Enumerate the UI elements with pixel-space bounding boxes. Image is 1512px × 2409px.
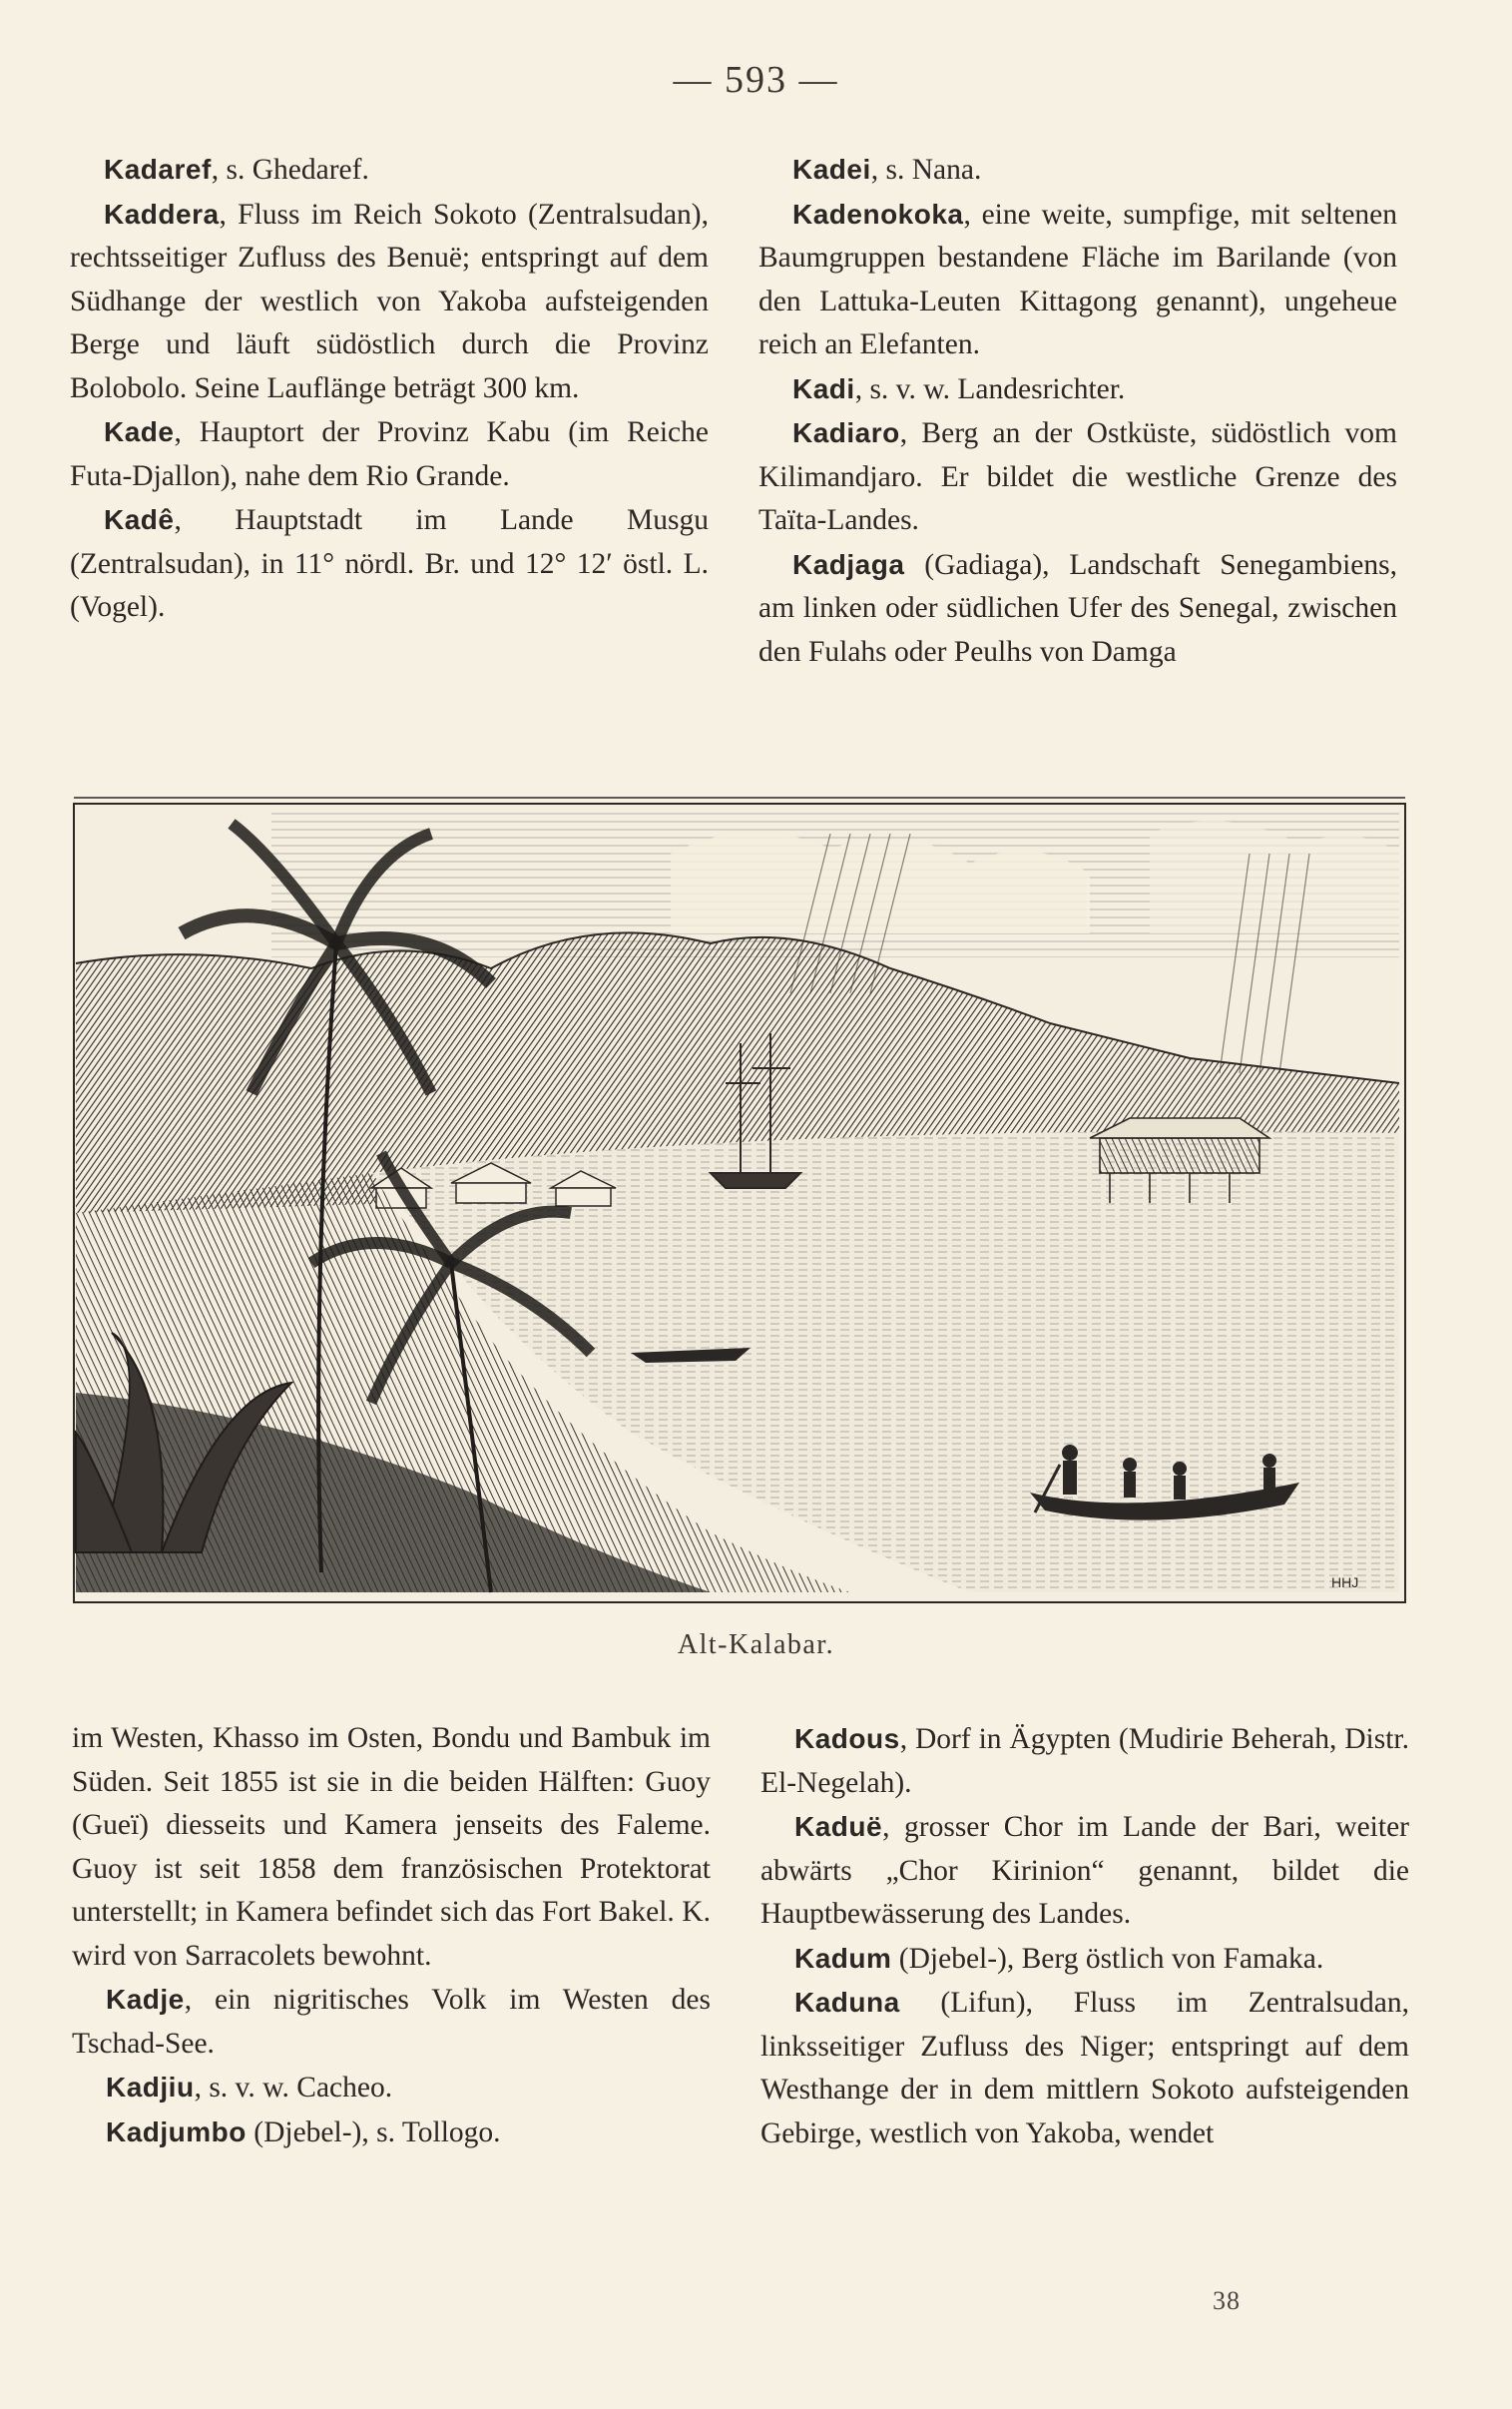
entry-kaduna (760, 1981, 1409, 2155)
headword: Kadous (794, 1723, 900, 1754)
entry-text: , Hauptort der Provinz Kabu (im Reiche Futa-Djallon), nahe dem Rio Grande. (70, 416, 709, 492)
column-top-left (70, 148, 709, 630)
entry-text: , grosser Chor im Lande der Bari, weiter abwärts „Chor Kirinion“ genannt, bildet die Hauptbewässerung des Landes. (760, 1811, 1409, 1930)
page-number: — 593 — (673, 59, 839, 101)
entry-text: , Hauptstadt im Lande Musgu (Zentralsudan), in 11° nördl. Br. und 12° 12′ östl. L. (Vogel). (70, 504, 709, 623)
entry-kadaref (70, 148, 709, 193)
headword: Kadjumbo (106, 2115, 247, 2147)
entry-kadjumbo (72, 2110, 711, 2155)
entry-kadje (72, 1978, 711, 2066)
column-bottom-left (72, 1717, 711, 2154)
headword: Kadjiu (106, 2072, 195, 2103)
entry-text: (Lifun), Fluss im Zentralsudan, linksseitiger Zufluss des Niger; entspringt auf dem Westhange der in dem mittlern Sokoto aufsteigenden Gebirge, westlich von Yakoba, wendet (760, 1987, 1409, 2149)
entry-kadjaga (758, 543, 1397, 675)
entry-kaddera (70, 193, 709, 411)
entry-kadjiu (72, 2066, 711, 2110)
entry-kadjaga-continued: im Westen, Khasso im Osten, Bondu und Bambuk im Süden. Seit 1855 ist sie in die beiden Hälften: Guoy (Gueï) diesseits und Kamera jenseits des Faleme. Guoy ist seit 1858 dem französischen Protektorat unterstellt; in Kamera befindet sich das Fort Bakel. K. wird von Sarracolets bewohnt. (72, 1722, 711, 1972)
artist-signature: HHJ (1331, 1574, 1359, 1590)
headword: Kaddera (104, 198, 220, 230)
entry-text: (Djebel-), Berg östlich von Famaka. (891, 1942, 1324, 1975)
headword: Kadê (104, 504, 175, 535)
column-bottom-right (760, 1717, 1409, 2155)
entry-text: , s. Ghedaref. (211, 154, 369, 186)
headword: Kadje (106, 1984, 185, 2015)
headword: Kadaref (104, 154, 212, 185)
entry-text: , ein nigritisches Volk im Westen des Tschad-See. (72, 1984, 711, 2060)
headword: Kaduna (794, 1987, 900, 2018)
headword: Kade (104, 416, 175, 447)
engraving-alt-kalabar (72, 794, 1409, 1607)
headword: Kadiaro (792, 417, 900, 448)
entry-kadum (760, 1937, 1409, 1982)
entry-kadous (760, 1717, 1409, 1805)
headword: Kadenokoka (792, 198, 964, 230)
entry-text: , Berg an der Ostküste, südöstlich vom Kilimandjaro. Er bildet die westliche Grenze des Taïta-Landes. (758, 417, 1397, 536)
headword: Kadi (792, 372, 855, 404)
headword: Kaduë (794, 1811, 883, 1842)
figure-caption: Alt-Kalabar. (677, 1629, 835, 1660)
entry-text: , eine weite, sumpfige, mit seltenen Baumgruppen bestandene Fläche im Barilande (von den Lattuka-Leuten Kittagong genannt), ungeheue reich an Elefanten. (758, 198, 1397, 360)
entry-text: , s. v. w. Cacheo. (194, 2072, 393, 2104)
entry-text: , s. v. w. Landesrichter. (854, 372, 1126, 405)
entry-kadei (758, 148, 1397, 193)
entry-text: (Djebel-), s. Tollogo. (246, 2115, 501, 2148)
entry-kade-musgu (70, 498, 709, 630)
entry-text: , s. Nana. (870, 154, 982, 186)
headword: Kadjaga (792, 548, 905, 580)
entry-kade (70, 410, 709, 498)
entry-kadue (760, 1805, 1409, 1937)
headword: Kadei (792, 154, 871, 185)
entry-text: , Fluss im Reich Sokoto (Zentralsudan), rechtsseitiger Zufluss des Benuë; entspringt auf dem Südhange der westlich von Yakoba aufsteigenden Berge und läuft südöstlich durch die Provinz Bolobolo. Seine Lauflänge beträgt 300 km. (70, 198, 709, 404)
column-top-right (758, 148, 1397, 674)
entry-kadiaro (758, 411, 1397, 543)
entry-text: (Gadiaga), Landschaft Senegambiens, am linken oder südlichen Ufer des Senegal, zwischen den Fulahs oder Peulhs von Damga (758, 548, 1397, 668)
entry-kadenokoka (758, 193, 1397, 367)
landscape-illustration (72, 794, 1409, 1607)
headword: Kadum (794, 1942, 892, 1974)
entry-text: , Dorf in Ägypten (Mudirie Beherah, Distr. El-Negelah). (760, 1723, 1409, 1799)
signature-mark: 38 (1213, 2286, 1241, 2315)
entry-kadi (758, 367, 1397, 412)
